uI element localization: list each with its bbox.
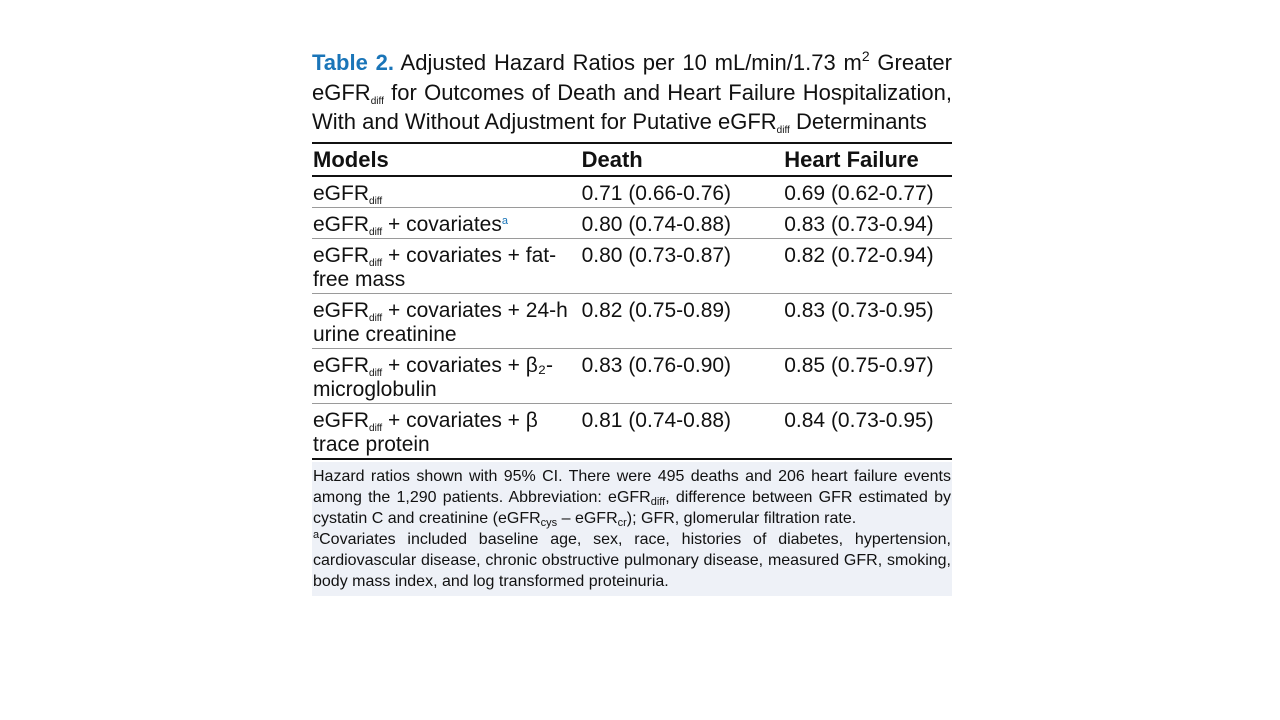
model-subscript: diff (369, 367, 383, 379)
model-base: eGFR (313, 408, 370, 432)
model-base: eGFR (313, 212, 370, 236)
caption-text-3: for Outcomes of Death and Heart Failure Hospitalization, With and Without Adjustment for Putative eGFR (312, 79, 952, 134)
header-heart-failure: Heart Failure (784, 143, 952, 176)
death-cell: 0.71 (0.66-0.76) (581, 181, 732, 205)
death-cell: 0.81 (0.74-0.88) (582, 403, 785, 459)
heart-failure-cell: 0.69 (0.62-0.77) (784, 181, 934, 205)
death-cell: 0.83 (0.76-0.90) (582, 348, 785, 403)
model-subscript: diff (369, 226, 383, 238)
death-cell: 0.80 (0.74-0.88) (582, 207, 785, 238)
death-cell: 0.80 (0.73-0.87) (582, 238, 785, 293)
caption-text-2: Greater eGFR (312, 50, 952, 105)
caption-text-4: Determinants (795, 109, 927, 134)
heart-failure-cell: 0.82 (0.72-0.94) (784, 238, 952, 293)
footnote-abbreviations (313, 466, 951, 529)
model-subscript: diff (369, 257, 383, 269)
model-rest: + covariates + β₂-microglobulin (313, 353, 553, 401)
model-cell (312, 207, 582, 238)
model-subscript: diff (369, 195, 383, 207)
model-base: eGFR (313, 353, 370, 377)
footnote-subscript: cr (617, 516, 627, 529)
footnote-text: – eGFR (557, 509, 618, 527)
caption-subscript: diff (370, 95, 384, 107)
header-models: Models (312, 143, 582, 176)
model-rest: + covariates + β trace protein (313, 408, 538, 456)
caption-text-1: Adjusted Hazard Ratios per 10 mL/min/1.73 m (400, 50, 862, 75)
table-label: Table 2. (312, 50, 394, 75)
header-death: Death (582, 143, 785, 176)
footnote-text: Hazard ratios shown with 95% CI. There were 495 deaths and 206 heart failure events among the 1,290 patients. Abbreviation: eGFR (313, 467, 951, 506)
footnote-marker-a: a (313, 528, 320, 541)
caption-subscript-2: diff (776, 125, 790, 136)
footnote-covariates (313, 529, 951, 592)
caption-superscript: 2 (861, 48, 870, 64)
footnote-text: Covariates included baseline age, sex, race, histories of diabetes, hypertension, cardiovascular disease, chronic obstructive pulmonary disease, measured GFR, smoking, body mass index, and log transformed proteinuria. (313, 530, 951, 590)
footnote-subscript: diff (650, 495, 666, 508)
heart-failure-cell: 0.83 (0.73-0.95) (784, 293, 952, 348)
model-rest: + covariates + fat-free mass (313, 243, 557, 291)
model-rest: + covariates + 24-h urine creatinine (313, 298, 568, 346)
heart-failure-cell: 0.85 (0.75-0.97) (784, 348, 952, 403)
footnote-subscript: cys (540, 516, 558, 529)
header-row (312, 143, 952, 176)
table-footnotes (312, 462, 952, 596)
footnote-text: ); GFR, glomerular filtration rate. (626, 509, 857, 527)
table-row (312, 293, 952, 348)
hazard-ratio-table (312, 142, 952, 460)
table-figure (312, 48, 952, 596)
model-subscript: diff (369, 422, 383, 434)
death-cell: 0.82 (0.75-0.89) (582, 293, 785, 348)
heart-failure-cell: 0.83 (0.73-0.94) (784, 207, 952, 238)
model-rest: + covariates (382, 212, 502, 236)
model-cell (312, 176, 582, 208)
model-base: eGFR (313, 243, 370, 267)
model-cell (312, 348, 582, 403)
model-cell (312, 293, 582, 348)
footnote-marker[interactable]: a (501, 214, 508, 227)
table-caption (312, 48, 952, 137)
heart-failure-cell: 0.84 (0.73-0.95) (784, 403, 952, 459)
table-row (312, 403, 952, 459)
table-row (312, 238, 952, 293)
model-base: eGFR (313, 298, 370, 322)
table-row (312, 207, 952, 238)
table-row (312, 176, 952, 208)
footnote-text: , difference between GFR estimated by cystatin C and creatinine (eGFR (313, 488, 951, 527)
model-base: eGFR (313, 181, 370, 205)
model-cell (312, 238, 582, 293)
model-subscript: diff (369, 312, 383, 324)
table-row (312, 348, 952, 403)
model-cell (312, 403, 582, 459)
